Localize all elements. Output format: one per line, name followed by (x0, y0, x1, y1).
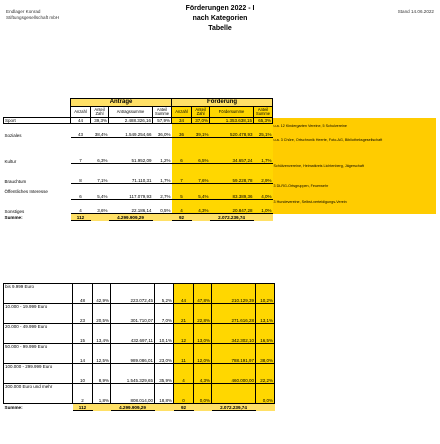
category-table (3, 98, 436, 221)
header-antraege: Anträge (71, 99, 172, 107)
cell-anteil-zahl: 1,8% (93, 384, 111, 404)
cell-f-anteil-zahl: 39,1% (192, 124, 210, 138)
cell-anteil-zahl: 39,3% (91, 118, 109, 124)
cell-f-anteil-zahl: 7,6% (192, 164, 210, 184)
cell-f-anteil-summe: 10,2% (256, 284, 275, 304)
sum-summe: 4.299.909,29 (109, 214, 153, 221)
sum-f-anzahl: 92 (172, 214, 192, 221)
cell-summe: 2.488.326,16 (109, 118, 153, 124)
organization-name (6, 9, 59, 21)
cell-anzahl: 2 (73, 384, 93, 404)
cell-anzahl: 14 (73, 344, 93, 364)
title-line-1: Förderungen 2022 - I (185, 5, 255, 12)
table-row (4, 324, 275, 344)
cell-f-anteil-zahl: 13,0% (194, 324, 212, 344)
table-row (4, 200, 436, 214)
cell-anteil-summe: 0,5% (153, 200, 172, 214)
row-note: Schützenvereine, Heimatkreis Lichtenberg, Jägerschaft (273, 164, 436, 184)
sum-label: Summe: (4, 214, 23, 220)
cell-f-anzahl: 11 (174, 344, 194, 364)
cell-anteil-summe: 1,2% (153, 138, 172, 164)
sum-row (4, 404, 275, 411)
row-label: Sport (4, 118, 71, 124)
cell-anteil-zahl: 20,5% (93, 304, 111, 324)
cell-anzahl: 44 (71, 118, 91, 124)
cell-f-summe: 34.657,24 (210, 138, 254, 164)
table-row (4, 184, 436, 200)
cell-anteil-summe: 5,2% (155, 284, 174, 304)
cell-f-anzahl: 21 (174, 304, 194, 324)
cell-summe: 117.079,93 (109, 184, 153, 200)
cell-summe: 22.186,14 (109, 200, 153, 214)
cell-anteil-zahl: 38,4% (91, 124, 109, 138)
header-foerderung: Förderung (172, 99, 273, 107)
cell-anteil-zahl: 8,9% (93, 364, 111, 384)
col-anzahl: Anzahl (71, 107, 91, 118)
cell-f-anteil-zahl: 4,3% (194, 364, 212, 384)
cell-f-anteil-zahl: 6,5% (192, 138, 210, 164)
cell-anzahl: 23 (73, 304, 93, 324)
row-label: Kultur (4, 158, 17, 164)
org-line-2: Stiftungsgesellschaft mbH (6, 15, 60, 20)
cell-anteil-summe: 10,1% (155, 324, 174, 344)
cell-anzahl: 48 (73, 284, 93, 304)
cell-f-anteil-zahl: 0,0% (194, 384, 212, 404)
col-anteil-zahl: Anteil Zahl (91, 107, 109, 118)
cell-anzahl: 4 (71, 200, 91, 214)
cell-f-anteil-zahl: 47,8% (194, 284, 212, 304)
cell-f-anteil-zahl: 37,0% (192, 118, 210, 124)
cell-f-anzahl: 7 (172, 164, 192, 184)
table-row (4, 284, 275, 304)
cell-summe: 301.710,07 (111, 304, 155, 324)
row-label: bis 9.999 Euro (4, 284, 73, 304)
cell-f-anteil-summe: 16,5% (256, 324, 275, 344)
cell-f-anzahl: 34 (172, 118, 192, 124)
cell-f-summe: 83.389,36 (210, 184, 254, 200)
row-note: 3 DLRG-Ortsgruppen, Feuerwehr (273, 184, 436, 200)
title-line-2: nach Kategorien (192, 15, 248, 22)
cell-anzahl: 6 (71, 184, 91, 200)
cell-anteil-zahl: 5,4% (91, 184, 109, 200)
cell-f-anzahl: 6 (172, 138, 192, 164)
cell-anteil-summe: 1,7% (153, 164, 172, 184)
org-line-1: Endlager Konrad (6, 9, 41, 14)
cell-f-anteil-summe: 22,2% (256, 364, 275, 384)
title-line-3: Tabelle (208, 25, 232, 32)
cell-f-summe: 1.353.638,15 (210, 118, 254, 124)
cell-summe: 989.086,01 (111, 344, 155, 364)
table-row (4, 384, 275, 404)
col-f-anzahl: Anzahl (172, 107, 192, 118)
sum-label: Summe: (4, 404, 23, 410)
cell-f-anteil-summe: 1,7% (254, 138, 273, 164)
cell-summe: 1.549.254,66 (109, 124, 153, 138)
cell-summe: 71.110,31 (109, 164, 153, 184)
sum-f-anzahl: 92 (174, 404, 194, 411)
row-label: 100.000 - 299.999 Euro (4, 364, 73, 384)
cell-anteil-summe: 7,0% (155, 304, 174, 324)
row-label: 50.000 - 99.999 Euro (4, 344, 73, 364)
cell-f-anzahl: 5 (172, 184, 192, 200)
page-title (150, 4, 290, 34)
row-label: Brauchtum (4, 178, 27, 184)
cell-anteil-zahl: 7,1% (91, 164, 109, 184)
row-note: u.a. 3 Chöre, Ortschronik Heerte, Foto-AG, Bibliotheksgesellschaft (273, 138, 436, 164)
cell-f-anteil-summe: 65,3% (254, 118, 273, 124)
cell-f-summe: 342.302,10 (212, 324, 256, 344)
row-label: 10.000 - 19.999 Euro (4, 304, 73, 324)
table-row (4, 304, 275, 324)
col-anteil-summe: Anteil Summe (153, 107, 172, 118)
table-row (4, 344, 275, 364)
cell-f-anteil-summe: 25,1% (254, 124, 273, 138)
cell-f-summe: 271.616,28 (212, 304, 256, 324)
sum-anzahl: 112 (71, 214, 91, 221)
cell-anteil-summe: 23,0% (155, 344, 174, 364)
cell-f-anteil-summe: 13,1% (256, 304, 275, 324)
cell-f-anzahl: 4 (172, 200, 192, 214)
cell-f-anteil-summe: 38,0% (256, 344, 275, 364)
sum-row (4, 214, 436, 221)
cell-summe: 808.014,00 (111, 384, 155, 404)
cell-f-anteil-summe: 2,9% (254, 164, 273, 184)
table-row (4, 164, 436, 184)
date-stamp: Stand 14.06.2022 (397, 9, 434, 14)
cell-anteil-zahl: 13,4% (93, 324, 111, 344)
cell-anteil-zahl: 3,6% (91, 200, 109, 214)
col-f-anteil-zahl: Anteil Zahl (192, 107, 210, 118)
cell-anteil-zahl: 6,3% (91, 138, 109, 164)
amount-range-table (3, 283, 275, 411)
cell-anzahl: 15 (73, 324, 93, 344)
cell-f-summe (212, 384, 256, 404)
cell-f-anteil-summe: 4,0% (254, 184, 273, 200)
table-row (4, 138, 436, 164)
row-label: Öffentliches Interesse (4, 189, 48, 194)
sum-f-summe: 2.072.239,74 (210, 214, 254, 221)
table-row (4, 364, 275, 384)
cell-anzahl: 43 (71, 124, 91, 138)
cell-f-summe: 210.129,39 (212, 284, 256, 304)
cell-f-anteil-zahl: 5,4% (192, 184, 210, 200)
col-antragssumme: Antragssumme (109, 107, 153, 118)
cell-anteil-summe: 57,9% (153, 118, 172, 124)
row-label: 300.000 Euro und mehr (4, 384, 73, 404)
cell-f-anzahl: 36 (172, 124, 192, 138)
cell-f-anteil-summe: 0,0% (256, 384, 275, 404)
cell-f-anteil-zahl: 22,8% (194, 304, 212, 324)
cell-f-anzahl: 12 (174, 324, 194, 344)
sum-summe: 4.299.909,29 (111, 404, 155, 411)
row-label: Sonstiges (4, 208, 25, 214)
cell-f-anteil-zahl: 12,0% (194, 344, 212, 364)
row-label: 20.000 - 49.999 Euro (4, 324, 73, 344)
cell-summe: 432.697,11 (111, 324, 155, 344)
cell-f-anteil-zahl: 4,3% (192, 200, 210, 214)
table-row (4, 124, 436, 138)
row-label: Soziales (4, 132, 22, 138)
cell-summe: 51.952,09 (109, 138, 153, 164)
sum-anzahl: 112 (73, 404, 93, 411)
cell-f-anzahl: 44 (174, 284, 194, 304)
col-f-anteil-summe: Anteil Summe (254, 107, 273, 118)
cell-f-summe: 20.847,28 (210, 200, 254, 214)
cell-summe: 223.072,45 (111, 284, 155, 304)
cell-f-anzahl: 4 (174, 364, 194, 384)
cell-anzahl: 7 (71, 138, 91, 164)
cell-anteil-summe: 35,9% (155, 364, 174, 384)
sum-f-summe: 2.072.239,74 (212, 404, 256, 411)
cell-f-summe: 520.478,93 (210, 124, 254, 138)
cell-anzahl: 10 (73, 364, 93, 384)
row-note: u.a. 12 Kindergarten Vereine, 5 Schulvereine (273, 124, 436, 138)
cell-summe: 1.545.329,65 (111, 364, 155, 384)
cell-f-anzahl: 0 (174, 384, 194, 404)
cell-anteil-summe: 2,7% (153, 184, 172, 200)
cell-anteil-zahl: 12,5% (93, 344, 111, 364)
cell-f-summe: 788.191,97 (212, 344, 256, 364)
cell-anzahl: 8 (71, 164, 91, 184)
cell-f-anteil-summe: 1,0% (254, 200, 273, 214)
col-foerdersumme: Fördersumme (210, 107, 254, 118)
cell-f-summe: 59.228,78 (210, 164, 254, 184)
cell-f-summe: 460.000,00 (212, 364, 256, 384)
cell-anteil-zahl: 42,9% (93, 284, 111, 304)
cell-anteil-summe: 18,8% (155, 384, 174, 404)
row-note: 3 Hundevereine, Selbst-verteidigungs-Verein (273, 200, 436, 214)
cell-anteil-summe: 36,0% (153, 124, 172, 138)
